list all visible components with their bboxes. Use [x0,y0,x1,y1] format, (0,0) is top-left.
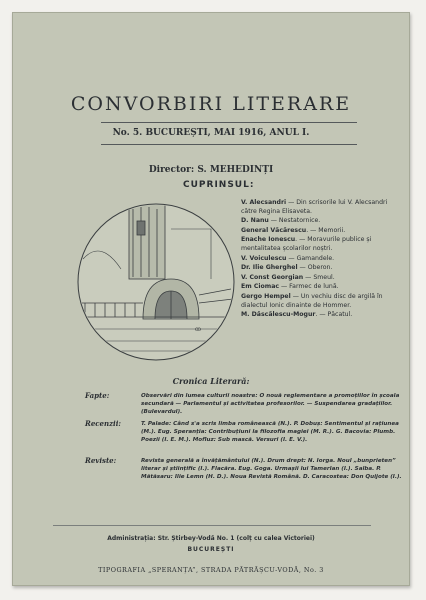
contents-entry: V. Voiculescu — Gamandele. [241,254,335,262]
issue-line: No. 5. BUCUREȘTI, MAI 1916, ANUL I. [112,128,310,138]
contents-entry: Gergo Hempel — Un vechiu disc de argilă în dialectul Ionic dinainte de Hommer. [241,292,383,309]
printer-line: TIPOGRAFIA „SPERANȚA”, STRADA PĂTRĂȘCU-VODĂ, No. 3 [98,566,324,574]
director-line: Director: S. MEHEDINȚI [148,165,274,175]
cronica-heading: Cronica Literară: [172,376,250,386]
city-line: BUCUREȘTI [187,546,235,553]
contents-entry: V. Const Georgian — Smeul. [241,273,335,281]
circular-illustration [71,199,241,365]
contents-entry: Enache Ionescu. — Moravurile publice și mentalitatea școlarilor noștri. [241,236,372,252]
magazine-title: CONVORBIRI LITERARE [70,93,352,115]
contents-entry: V. Alecsandri — Din scrisorile lui V. Alecsandri către Regina Elisaveta. [241,199,388,215]
section-label: Reviste: [85,456,117,465]
contents-entry: General Văcărescu. — Memorii. [241,226,346,234]
administration-line: Administrația: Str. Știrbey-Vodă No. 1 (colț cu calea Victoriei) [107,535,315,542]
contents-entry: D. Nanu — Nestatornice. [241,217,321,225]
section-reviste [85,457,403,481]
svg-text:ꝏ: ꝏ [195,326,201,333]
section-fapte [85,392,403,416]
section-text: Revista generală a învățământului (N.). Drum drept: N. Iorga. Noul „bunprieten” literar și științific (I.). Flacăra. Eug. Goga. Urmașii lui Tamerlan (I.). Salba. P. Mătăsaru: Ilie Lemn (H. D.). Noua Revistă Română. D. Caracostea: Don Quijote (I.). [141,458,402,480]
title-rule-bottom [101,144,357,145]
contents-entry: M. Dăscălescu-Mogur. — Păcatul. [241,311,353,319]
section-recenzii [85,420,403,444]
section-text: Observări din lumea culturii noastre: O nouă reglementare a promoțiilor în școala secundară — Parlamentul și activitatea profesorilor. — Suspendarea gradațiilor. (Bulevardul). [141,393,400,415]
section-label: Fapte: [85,391,110,400]
title-rule-top [101,122,357,123]
contents-list [241,199,393,321]
footer-rule [53,525,371,526]
magazine-cover [12,12,410,586]
contents-heading: CUPRINSUL: [183,180,255,190]
contents-entry: Dr. Ilie Gherghel — Oberon. [241,264,333,272]
contents-entry: Em Ciomac — Farmec de lună. [241,283,339,291]
section-label: Recenzii: [85,419,121,428]
section-text: T. Palade: Când s'a scris limba românească (N.). P. Dobuș: Sentimentul și rațiunea (M.). Eug. Speranția: Contribuțiuni la filozofia magiei (M. R.). G. Bacovia: Plumb. Poezii (I. E. M.). Mofluz: Sub mască. Versuri (I. E. V.). [141,421,399,443]
